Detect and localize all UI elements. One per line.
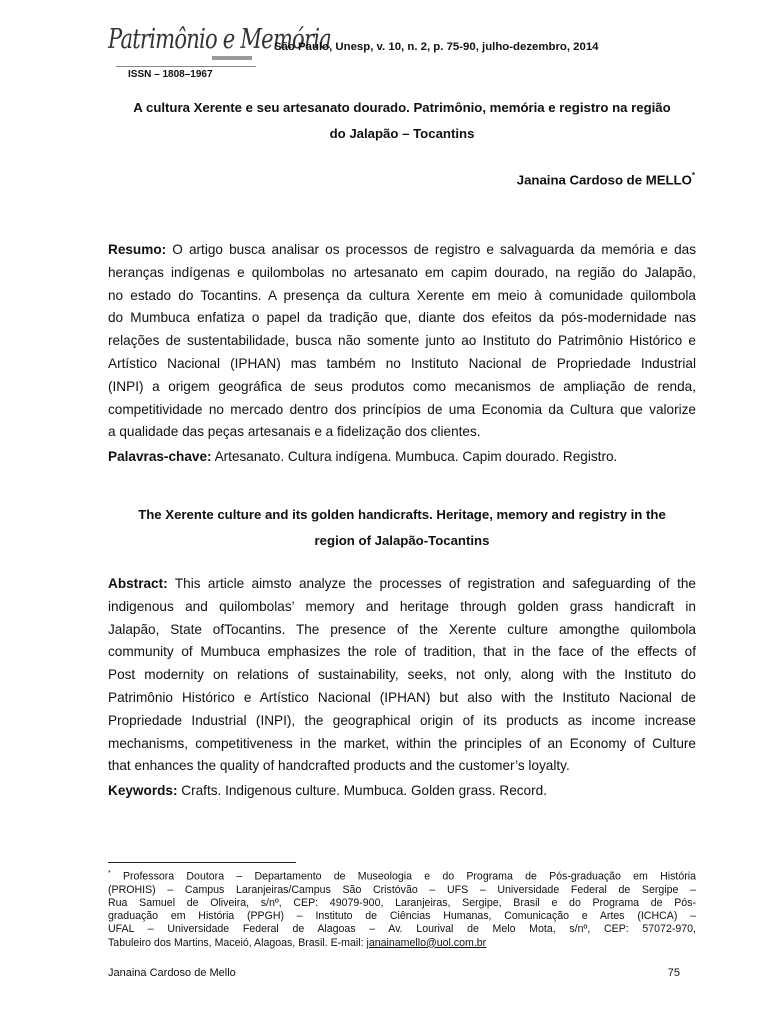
abstract-pt-line: heranças indígenas e quilombolas no artesanato em capim dourado, na região do Jalapão,: [108, 264, 696, 280]
title-portuguese: [108, 95, 696, 147]
footnote-line: * Professora Doutora – Departamento de Museologia e do Programa de Pós-graduação em História: [108, 870, 696, 883]
author-name: [517, 172, 695, 187]
journal-reference: São Paulo, Unesp, v. 10, n. 2, p. 75-90, julho-dezembro, 2014: [274, 41, 599, 53]
footnote-marker: *: [108, 870, 111, 877]
abstract-en-line: Patrimônio Histórico e Artístico Nacional (IPHAN) but also with the Instituto Nacional de: [108, 689, 696, 705]
page-number: 75: [667, 967, 680, 979]
abstract-en-line: community of Mumbuca emphasizes the role of tradition, that in the face of the effects of: [108, 644, 696, 660]
issn-label: ISSN – 1808–1967: [128, 69, 213, 80]
footnote-line: Tabuleiro dos Martins, Maceió, Alagoas, Brasil. E-mail: janainamello@uol.com.br: [108, 936, 487, 949]
abstract-pt-line: Artístico Nacional (IPHAN) mas também no Instituto Nacional de Propriedade Industrial: [108, 355, 696, 371]
logo-underline: [212, 56, 252, 60]
abstract-pt-line: relações de sustentabilidade, busca não somente junto ao Instituto do Patrimônio Histórico e: [108, 333, 696, 349]
logo-divider: [116, 66, 256, 67]
abstract-pt-line: do Mumbuca enfatiza o papel da tradição que, diante dos efeitos da pós-modernidade nas: [108, 310, 696, 326]
footnote-line: Rua Samuel de Oliveira, s/nº, CEP: 49079-900, Laranjeiras, Sergipe, Brasil e do Programa de Pós-: [108, 896, 696, 909]
keywords-pt-text: Artesanato. Cultura indígena. Mumbuca. Capim dourado. Registro.: [211, 449, 618, 464]
keywords-en-label: Keywords:: [108, 783, 178, 798]
abstract-en-label: Abstract:: [108, 576, 168, 591]
abstract-en-line: Jalapão, State ofTocantins. The presence of the Xerente culture amongthe quilombola: [108, 621, 696, 637]
abstract-pt-label: Resumo:: [108, 242, 167, 257]
footnote-line: (PROHIS) – Campus Laranjeiras/Campus São Cristóvão – UFS – Universidade Federal de Sergipe –: [108, 883, 696, 896]
abstract-en-line: Abstract: This article aimsto analyze the processes of registration and safeguarding of the: [108, 576, 696, 591]
title-en-line-2: region of Jalapão-Tocantins: [314, 533, 490, 548]
abstract-pt-line: no estado do Tocantins. A presença da cultura Xerente em meio à comunidade quilombola: [108, 287, 696, 303]
keywords-portuguese: [108, 446, 696, 469]
title-english: [108, 502, 696, 554]
footer-author: Janaina Cardoso de Mello: [108, 967, 236, 979]
abstract-english: [108, 573, 696, 778]
journal-logo: [108, 24, 331, 82]
keywords-pt-label: Palavras-chave:: [108, 449, 212, 464]
keywords-en-text: Crafts. Indigenous culture. Mumbuca. Golden grass. Record.: [177, 783, 547, 798]
footnote-line: UFAL – Universidade Federal de Alagoas – Av. Lourival de Melo Mota, s/nº, CEP: 57072-970,: [108, 923, 696, 936]
abstract-pt-line: Resumo: O artigo busca analisar os processos de registro e salvaguarda da memória e das: [108, 242, 696, 257]
title-pt-line-1: A cultura Xerente e seu artesanato dourado. Patrimônio, memória e registro na região: [133, 100, 671, 115]
abstract-en-line: mechanisms, competitiveness in the market, within the principles of an Economy of Culture: [108, 735, 696, 751]
abstract-en-line: that enhances the quality of handcrafted products and the customer’s loyalty.: [108, 758, 570, 774]
title-en-line-1: The Xerente culture and its golden handicrafts. Heritage, memory and registry in the: [138, 507, 666, 522]
abstract-en-line: Propriedade Industrial (INPI), the geographical origin of its products as income increase: [108, 712, 696, 728]
title-pt-line-2: do Jalapão – Tocantins: [329, 126, 475, 141]
abstract-portuguese: [108, 239, 696, 444]
author-footnote-marker: *: [691, 171, 695, 180]
footnote-separator: [108, 862, 296, 863]
logo-wordmark: Patrimônio e Memória: [108, 24, 331, 55]
author-footnote: [108, 867, 696, 950]
keywords-english: [108, 780, 696, 803]
abstract-en-line: indigenous and quilombolas’ memory and heritage through golden grass handicraft in: [108, 598, 696, 614]
email-link[interactable]: janainamello@uol.com.br: [366, 936, 487, 949]
abstract-pt-line: competitividade no mercado dentro dos princípios de uma Economia da Cultura que valorize: [108, 401, 696, 417]
author-name-text: Janaina Cardoso de MELLO: [516, 172, 692, 188]
abstract-en-line: Post modernity on relations of sustainability, seeks, not only, along with the Instituto do: [108, 667, 696, 683]
footnote-line: graduação em História (PPGH) – Instituto de Ciências Humanas, Comunicação e Artes (ICHCA) –: [108, 910, 696, 923]
abstract-pt-line: (INPI) a origem geográfica de seus produtos como mecanismos de ampliação de renda,: [108, 378, 696, 394]
abstract-pt-line: a qualidade das peças artesanais e a fidelização dos clientes.: [108, 424, 481, 440]
